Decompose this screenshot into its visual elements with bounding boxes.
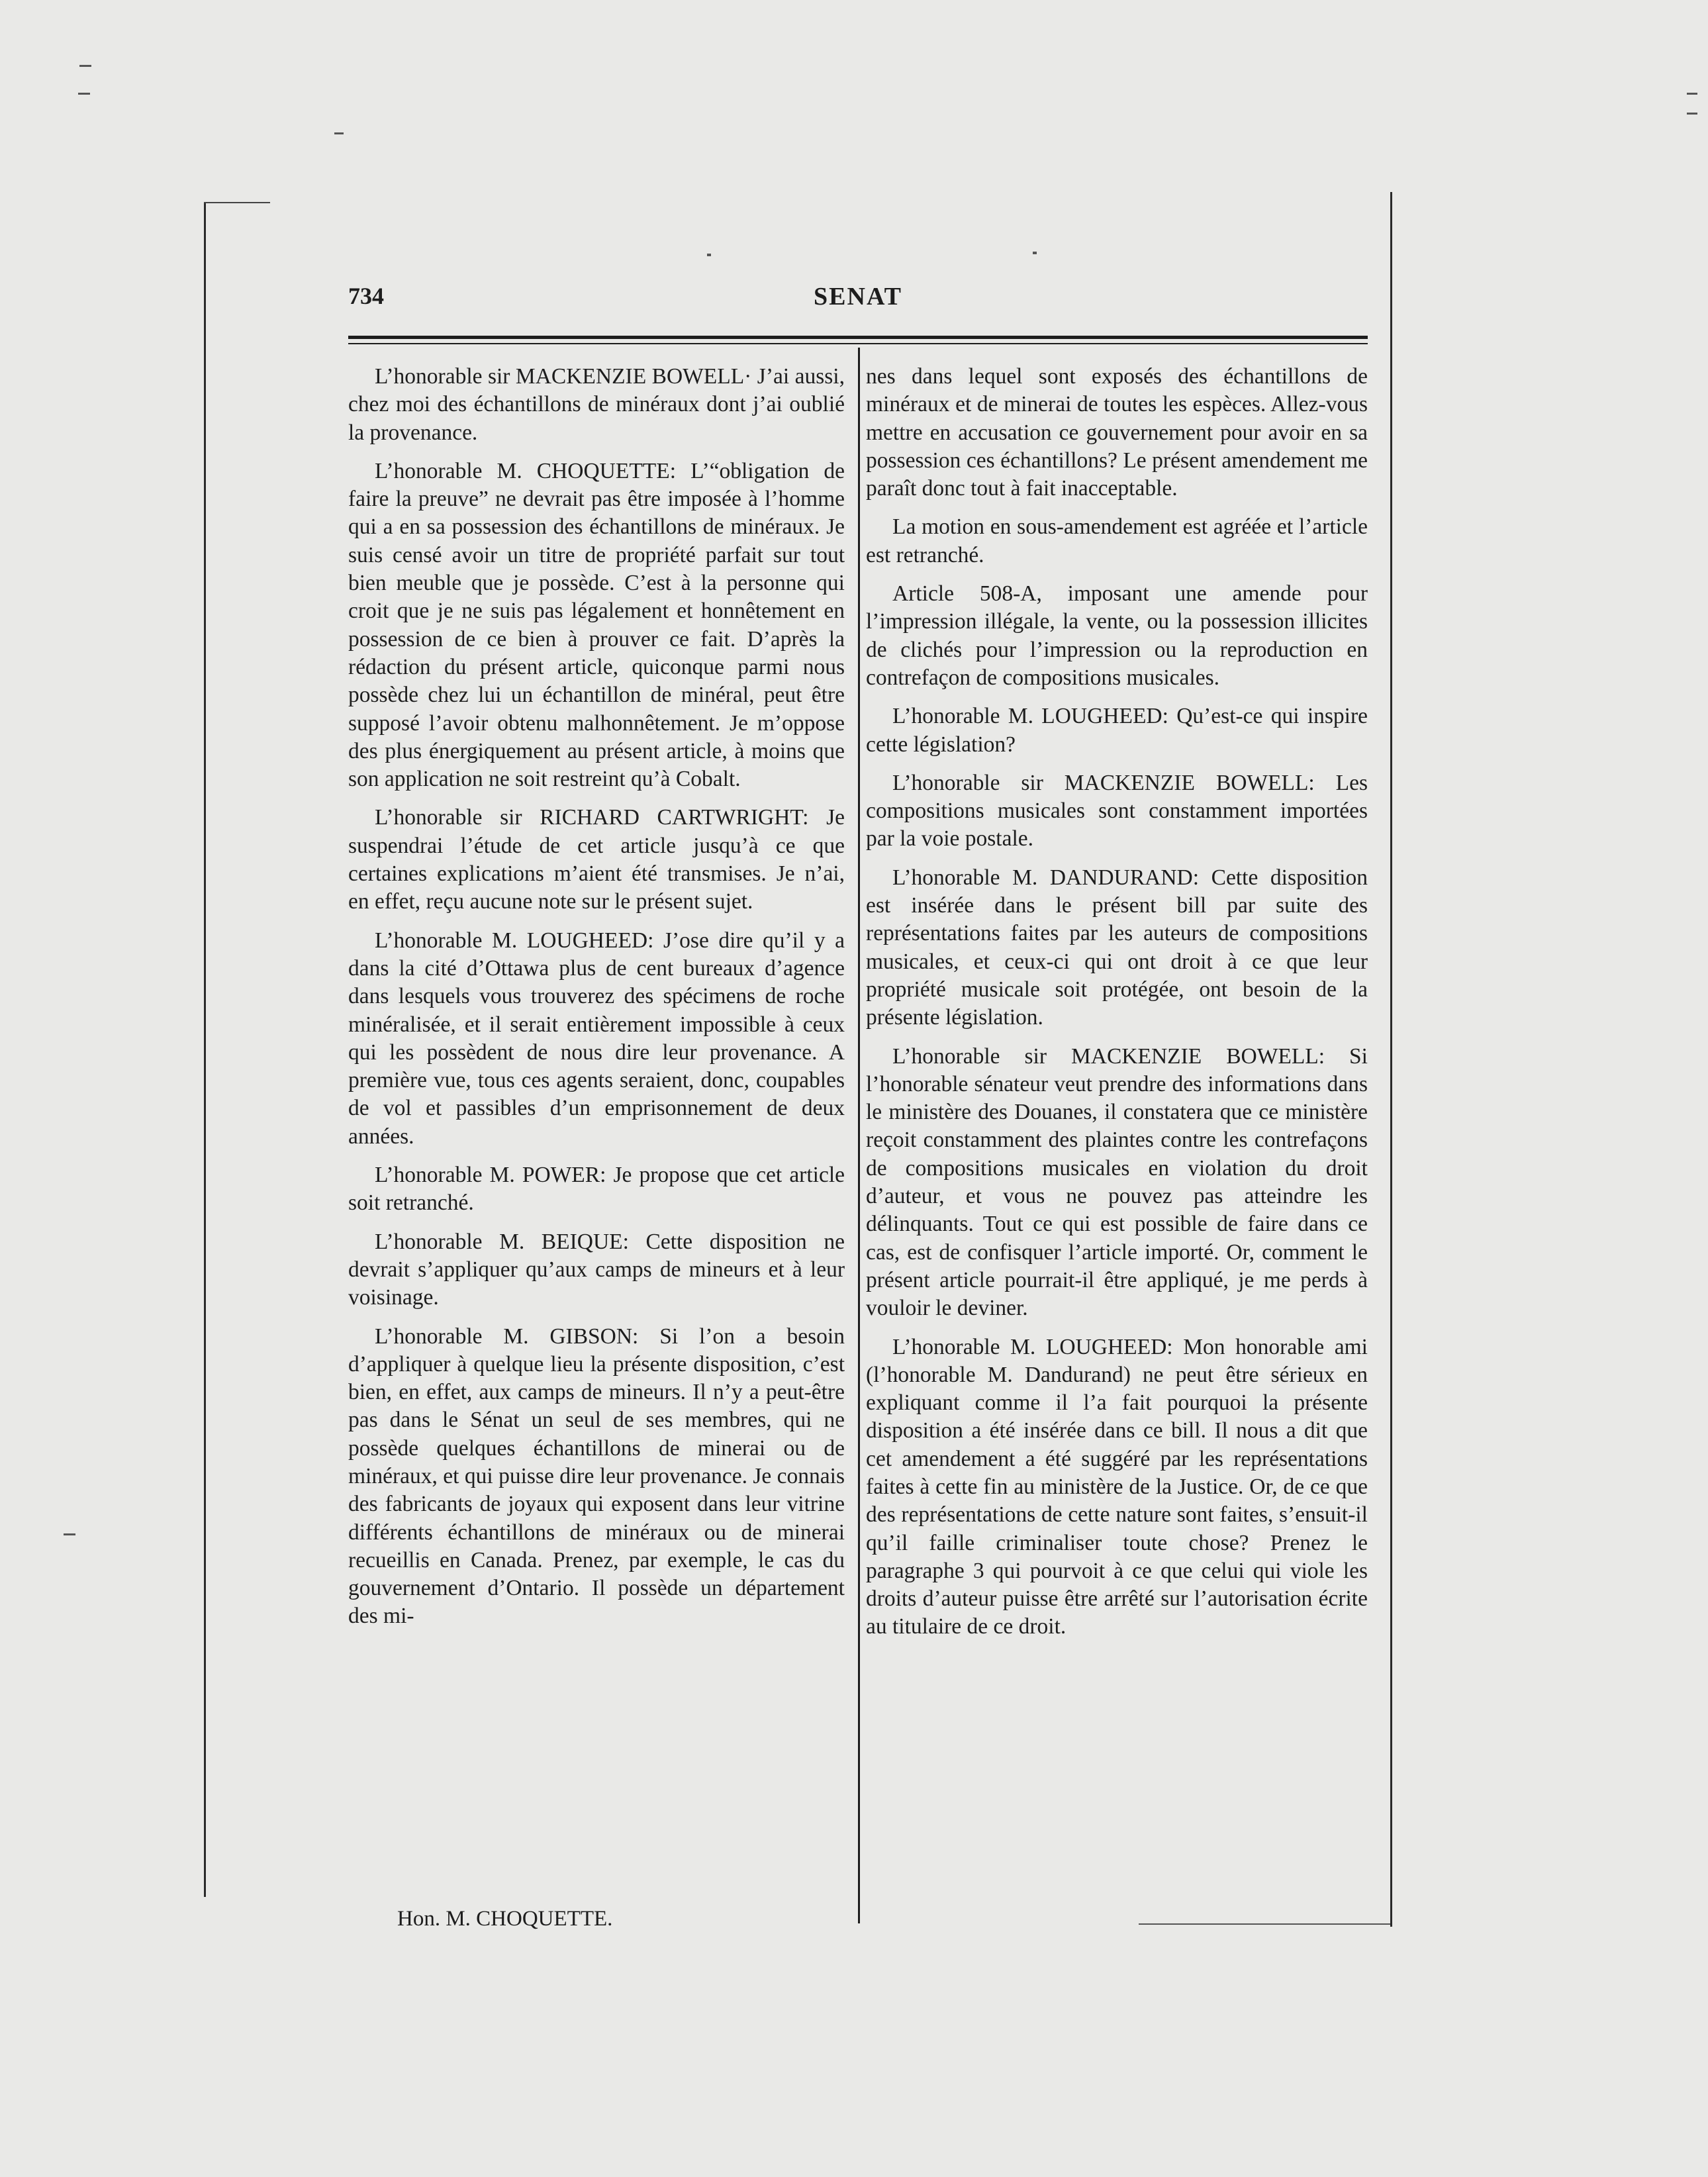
scan-frame-bottom	[1139, 1923, 1390, 1925]
scan-speck	[78, 93, 90, 95]
paragraph: L’honorable M. LOUGHEED: J’ose dire qu’il y a dans la cité d’Ottawa plus de cent bureaux d’agence dans lesquels vous trouverez des spécimens de roche minéralisée, et il serait entièrement impossible à ceux qui les possèdent de nous dire leur provenance. A première vue, tous ces agents seraient, donc, coupables de vol et passibles d’un emprisonnement de deux années.	[348, 928, 845, 1149]
paragraph: L’honorable M. BEIQUE: Cette disposition ne devrait s’appliquer qu’aux camps de mineurs et à leur voisinage.	[348, 1229, 845, 1310]
column-divider	[858, 348, 860, 1923]
scan-speck	[334, 132, 344, 134]
running-footer: Hon. M. CHOQUETTE.	[397, 1907, 613, 1931]
paragraph: L’honorable sir RICHARD CARTWRIGHT: Je suspendrai l’étude de cet article jusqu’à ce que certaines explications m’aient été transmises. Je n’ai, en effet, reçu aucune note sur le présent sujet.	[348, 805, 845, 914]
scan-speck	[1687, 113, 1697, 115]
page-number: 734	[348, 283, 384, 309]
paragraph: Article 508-A, imposant une amende pour l’impression illégale, la vente, ou la possession illicites de clichés pour l’impression ou la reproduction en contrefaçon de compositions musicales.	[866, 581, 1368, 690]
paragraph: L’honorable M. LOUGHEED: Mon honorable ami (l’honorable M. Dandurand) ne peut être sérieux en expliquant comme il l’a fait pourquoi la présente disposition a été insérée dans ce bill. Il nous a dit que cet amendement a été suggéré par les représentations faites à cette fin au ministère de la Justice. Or, de ce que des représentations de cette nature sont faites, s’ensuit-il qu’il faille criminaliser toute chose? Prenez le paragraphe 3 qui pourvoit à ce que celui qui viole les droits d’auteur puisse être arrêté sur l’autorisation écrite au titulaire de ce droit.	[866, 1334, 1368, 1639]
paragraph: L’honorable sir MACKENZIE BOWELL: Les compositions musicales sont constamment importées par la voie postale.	[866, 770, 1368, 851]
paragraph: L’honorable M. LOUGHEED: Qu’est-ce qui inspire cette législation?	[866, 704, 1368, 757]
scan-frame-right	[1390, 192, 1392, 1927]
paragraph: La motion en sous-amendement est agréée et l’article est retranché.	[866, 514, 1368, 567]
scan-speck	[79, 65, 91, 67]
scan-frame-left	[204, 202, 206, 1897]
paragraph: L’honorable M. GIBSON: Si l’on a besoin d’appliquer à quelque lieu la présente disposition, c’est bien, en effet, aux camps de mineurs. Il n’y a peut-être pas dans le Sénat un seul de ses membres, qui ne possède quelques échantillons de minerai ou de minéraux, et qui puisse dire leur provenance. Je connais des fabricants de joyaux qui exposent dans leur vitrine différents échantillons de minéraux ou de minerai recueillis en Canada. Prenez, par exemple, le cas du gouvernement d’Ontario. Il possède un département des mi-	[348, 1324, 845, 1629]
scan-speck	[64, 1533, 75, 1535]
paragraph: L’honorable M. CHOQUETTE: L’“obligation de faire la preuve” ne devrait pas être imposée à l’homme qui a en sa possession des échantillons de minéraux. Je suis censé avoir un titre de propriété parfait sur tout bien meuble que je possède. C’est à la personne qui croit que je ne suis pas légalement et honnêtement en possession de ce bien à prouver ce fait. D’après la rédaction du présent article, quiconque parmi nous possède chez lui un échantillon de minéral, peut être supposé l’avoir obtenu malhonnêtement. Je m’oppose des plus énergiquement au présent article, à moins que son application ne soit restreint qu’à Cobalt.	[348, 458, 845, 792]
left-column	[348, 363, 845, 1641]
paragraph: nes dans lequel sont exposés des échantillons de minéraux et de minerai de toutes les espèces. Allez-vous mettre en accusation ce gouvernement pour avoir en sa possession ces échantillons? Le présent amendement me paraît donc tout à fait inacceptable.	[866, 364, 1368, 501]
paragraph: L’honorable sir MACKENZIE BOWELL· J’ai aussi, chez moi des échantillons de minéraux dont j’ai oublié la provenance.	[348, 364, 845, 445]
scan-speck	[1687, 93, 1697, 95]
header-rule-thin	[348, 343, 1368, 344]
paragraph: L’honorable M. DANDURAND: Cette disposition est insérée dans le présent bill par suite des représentations faites par les auteurs de compositions musicales, et ceux-ci qui ont droit à ce que leur propriété musicale soit protégée, ont besoin de la présente législation.	[866, 865, 1368, 1030]
scan-speck	[707, 254, 711, 256]
scan-speck	[1033, 252, 1037, 254]
scan-frame-top	[204, 202, 270, 203]
page-header	[348, 282, 1368, 315]
header-rule	[348, 336, 1368, 339]
paragraph: L’honorable M. POWER: Je propose que cet article soit retranché.	[348, 1163, 845, 1216]
right-column	[866, 363, 1368, 1652]
paragraph: L’honorable sir MACKENZIE BOWELL: Si l’honorable sénateur veut prendre des informations dans le ministère des Douanes, il constatera que ce ministère reçoit constamment des plaintes contre les contrefaçons de compositions musicales en violation du droit d’auteur, et vous ne pouvez pas atteindre les délinquants. Tout ce qui est possible de faire dans ce cas, est de confisquer l’article importé. Or, comment le présent article pourrait-il être appliqué, je me perds à vouloir le deviner.	[866, 1043, 1368, 1321]
page-title: SENAT	[814, 283, 902, 311]
